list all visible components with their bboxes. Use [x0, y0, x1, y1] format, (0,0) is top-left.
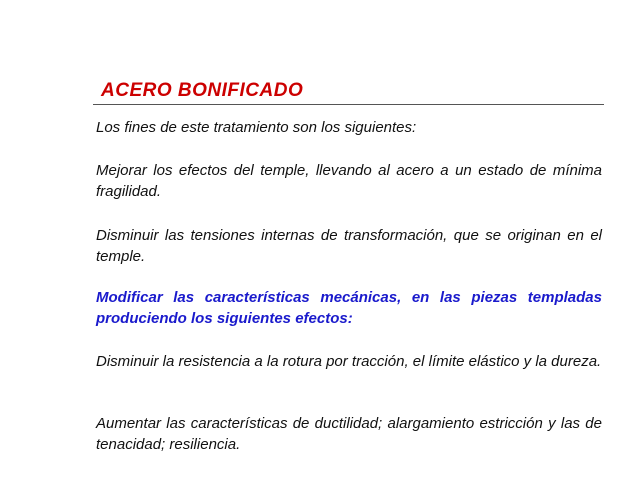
paragraph-aumentar: Aumentar las características de ductilidad; alargamiento estricción y las de tenacidad; resiliencia.	[96, 415, 602, 453]
paragraph-mejorar: Mejorar los efectos del temple, llevando al acero a un estado de mínima fragilidad.	[96, 162, 602, 200]
paragraph-disminuir-resistencia: Disminuir la resistencia a la rotura por tracción, el límite elástico y la dureza.	[96, 353, 602, 370]
paragraph-disminuir-tensiones: Disminuir las tensiones internas de transformación, que se originan en el temple.	[96, 227, 602, 265]
paragraph-modificar-highlight: Modificar las características mecánicas, en las piezas templadas produciendo los siguientes efectos:	[96, 289, 602, 327]
title-divider	[93, 104, 604, 105]
slide-title: ACERO BONIFICADO	[101, 80, 304, 101]
intro-text: Los fines de este tratamiento son los siguientes:	[96, 119, 417, 136]
